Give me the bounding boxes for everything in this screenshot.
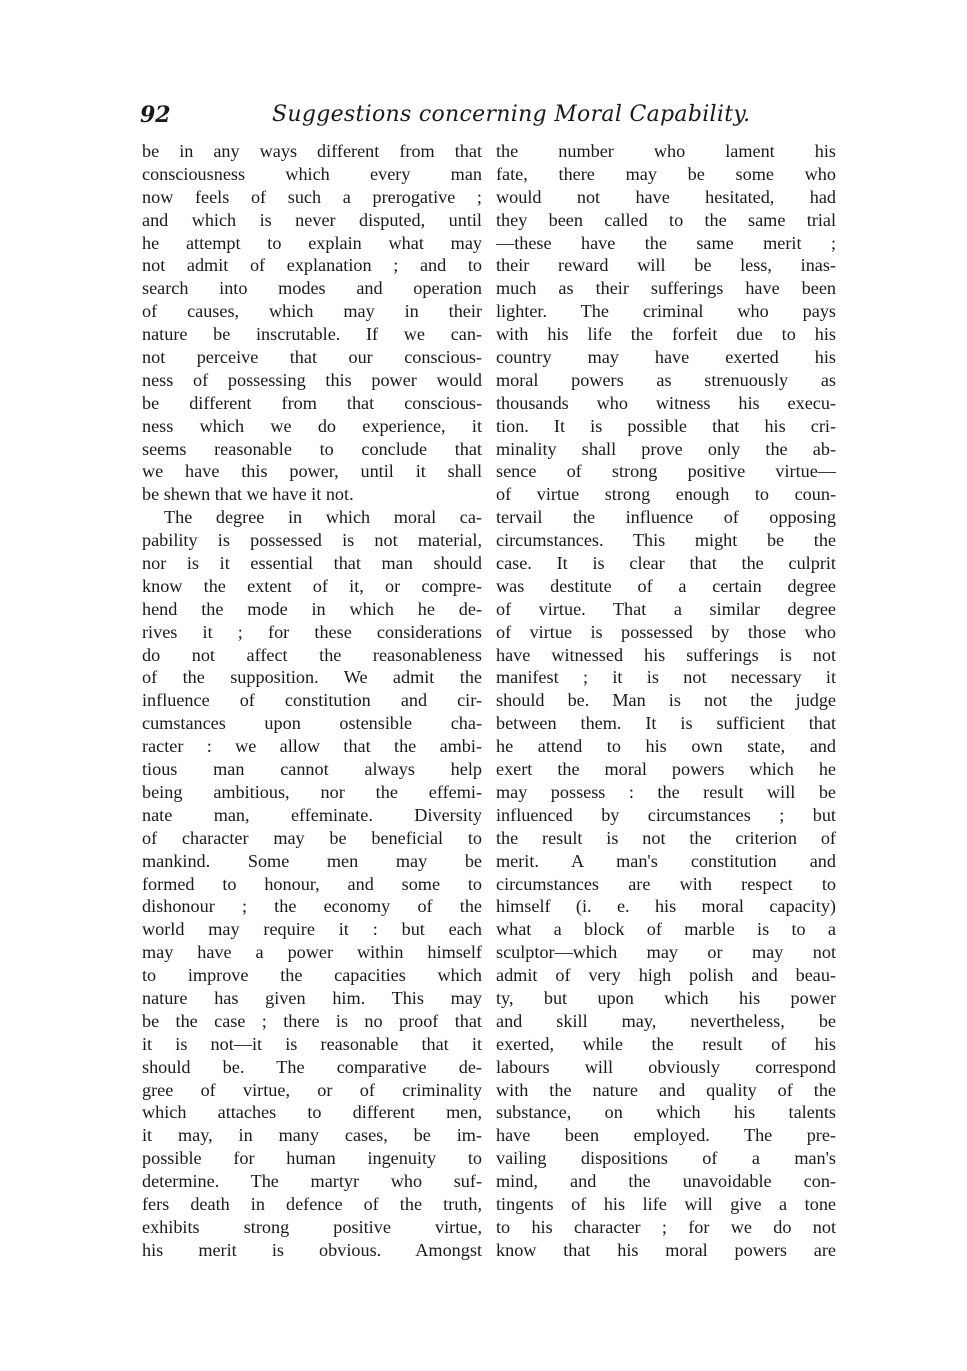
text-line: formed to honour, and some to — [142, 873, 482, 894]
text-line: vailing dispositions of a man's — [496, 1148, 836, 1169]
text-line: of virtue strong enough to coun- — [496, 484, 836, 505]
text-line: lighter. The criminal who pays — [496, 301, 836, 322]
text-line: with the nature and quality of the — [496, 1079, 836, 1100]
text-line: determine. The martyr who suf- — [142, 1171, 482, 1192]
text-line: The degree in which moral ca- — [164, 507, 482, 528]
text-line: much as their sufferings have been — [496, 278, 836, 299]
text-line: consciousness which every man — [142, 163, 482, 184]
right-column — [496, 140, 836, 1262]
text-line: mind, and the unavoidable con- — [496, 1171, 836, 1192]
text-line: exhibits strong positive virtue, — [142, 1216, 482, 1237]
page-number: 92 — [140, 102, 171, 128]
text-line: case. It is clear that the culprit — [496, 553, 836, 574]
text-line: they been called to the same trial — [496, 209, 836, 230]
text-line: dishonour ; the economy of the — [142, 896, 482, 917]
left-column — [142, 140, 482, 1262]
text-line: sculptor—which may or may not — [496, 942, 836, 963]
text-line: do not affect the reasonableness — [142, 644, 482, 665]
text-line: it may, in many cases, be im- — [142, 1125, 482, 1146]
text-line: merit. A man's constitution and — [496, 850, 836, 871]
text-line: ness of possessing this power would — [142, 369, 482, 390]
text-line: moral powers as strenuously as — [496, 369, 836, 390]
text-line: search into modes and operation — [142, 278, 482, 299]
text-line: the result is not the criterion of — [496, 827, 836, 848]
text-line: the number who lament his — [496, 141, 836, 161]
text-line: of causes, which may in their — [142, 301, 482, 322]
text-line: manifest ; it is not necessary it — [496, 667, 836, 688]
text-line: exerted, while the result of his — [496, 1033, 836, 1054]
text-line: substance, on which his talents — [496, 1102, 836, 1123]
text-line: ty, but upon which his power — [496, 987, 836, 1008]
running-title: Suggestions concerning Moral Capability. — [272, 102, 751, 127]
text-line: fate, there may be some who — [496, 163, 836, 184]
text-line: and which is never disputed, until — [142, 209, 482, 230]
text-line: influenced by circumstances ; but — [496, 804, 836, 825]
text-line: we have this power, until it shall — [142, 461, 482, 482]
text-line: nate man, effeminate. Diversity — [142, 804, 482, 825]
text-line: now feels of such a prerogative ; — [142, 186, 482, 207]
text-line: should be. The comparative de- — [142, 1056, 482, 1077]
text-line: rives it ; for these considerations — [142, 621, 482, 642]
text-line: his merit is obvious. Amongst — [142, 1239, 482, 1260]
text-line: be the case ; there is no proof that — [142, 1010, 482, 1031]
text-line: between them. It is sufficient that — [496, 713, 836, 734]
text-line: may have a power within himself — [142, 942, 482, 963]
text-line: circumstances are with respect to — [496, 873, 836, 894]
text-line: of the supposition. We admit the — [142, 667, 482, 688]
text-line: pability is possessed is not material, — [142, 530, 482, 551]
text-line: be in any ways different from that — [142, 141, 482, 161]
text-line: to his character ; for we do not — [496, 1216, 836, 1237]
text-line: influence of constitution and cir- — [142, 690, 482, 711]
text-line: he attempt to explain what may — [142, 232, 482, 253]
text-line: seems reasonable to conclude that — [142, 438, 482, 459]
text-line: with his life the forfeit due to his — [496, 324, 836, 345]
text-line: mankind. Some men may be — [142, 850, 482, 871]
text-line: it is not—it is reasonable that it — [142, 1033, 482, 1054]
text-line: country may have exerted his — [496, 347, 836, 368]
text-line: tervail the influence of opposing — [496, 507, 836, 528]
text-line: exert the moral powers which he — [496, 759, 836, 780]
text-line: tingents of his life will give a tone — [496, 1193, 836, 1214]
text-line: know the extent of it, or compre- — [142, 575, 482, 596]
text-line: know that his moral powers are — [496, 1239, 836, 1260]
text-line: tious man cannot always help — [142, 759, 482, 780]
text-line: fers death in defence of the truth, — [142, 1193, 482, 1214]
text-line: he attend to his own state, and — [496, 736, 836, 757]
text-line: be shewn that we have it not. — [142, 484, 354, 505]
text-line: racter : we allow that the ambi- — [142, 736, 482, 757]
text-line: hend the mode in which he de- — [142, 598, 482, 619]
text-line: himself (i. e. his moral capacity) — [496, 896, 836, 917]
text-line: their reward will be less, inas- — [496, 255, 836, 276]
text-line: of virtue is possessed by those who — [496, 621, 836, 642]
text-line: —these have the same merit ; — [496, 232, 836, 253]
text-line: nor is it essential that man should — [142, 553, 482, 574]
text-line: admit of very high polish and beau- — [496, 965, 836, 986]
text-line: possible for human ingenuity to — [142, 1148, 482, 1169]
text-line: not admit of explanation ; and to — [142, 255, 482, 276]
text-line: being ambitious, nor the effemi- — [142, 781, 482, 802]
text-line: should be. Man is not the judge — [496, 690, 836, 711]
text-line: labours will obviously correspond — [496, 1056, 836, 1077]
text-line: have witnessed his sufferings is not — [496, 644, 836, 665]
text-line: circumstances. This might be the — [496, 530, 836, 551]
text-line: tion. It is possible that his cri- — [496, 415, 836, 436]
text-line: world may require it : but each — [142, 919, 482, 940]
text-line: to improve the capacities which — [142, 965, 482, 986]
text-line: what a block of marble is to a — [496, 919, 836, 940]
text-line: of virtue. That a similar degree — [496, 598, 836, 619]
page-header — [140, 100, 840, 134]
text-line: and skill may, nevertheless, be — [496, 1010, 836, 1031]
text-line: ness which we do experience, it — [142, 415, 482, 436]
text-line: gree of virtue, or of criminality — [142, 1079, 482, 1100]
text-line: have been employed. The pre- — [496, 1125, 836, 1146]
text-line: of character may be beneficial to — [142, 827, 482, 848]
text-line: which attaches to different men, — [142, 1102, 482, 1123]
text-line: nature has given him. This may — [142, 987, 482, 1008]
text-line: would not have hesitated, had — [496, 186, 836, 207]
text-line: nature be inscrutable. If we can- — [142, 324, 482, 345]
text-line: was destitute of a certain degree — [496, 575, 836, 596]
text-line: cumstances upon ostensible cha- — [142, 713, 482, 734]
text-line: thousands who witness his execu- — [496, 392, 836, 413]
text-line: be different from that conscious- — [142, 392, 482, 413]
text-line: sence of strong positive virtue— — [496, 461, 836, 482]
text-line: minality shall prove only the ab- — [496, 438, 836, 459]
text-line: may possess : the result will be — [496, 781, 836, 802]
text-line: not perceive that our conscious- — [142, 347, 482, 368]
